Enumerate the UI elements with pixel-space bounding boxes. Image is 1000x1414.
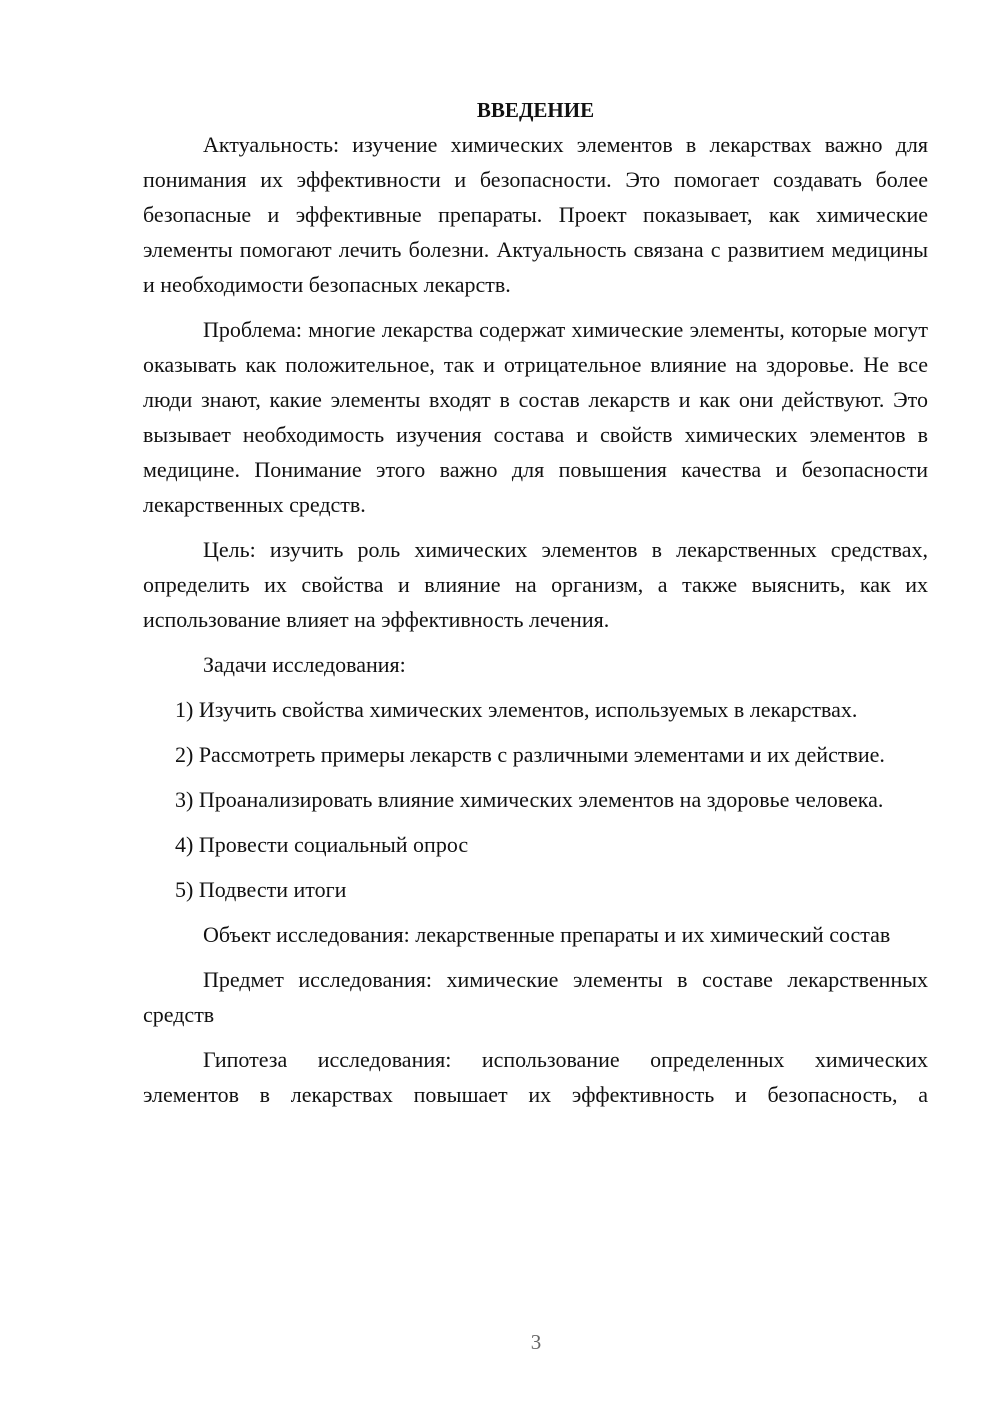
task-item-3: 3) Проанализировать влияние химических элементов на здоровье человека.: [175, 787, 884, 812]
section-title: ВВЕДЕНИЕ: [476, 98, 595, 122]
page-number: 3: [530, 1330, 542, 1354]
task-item-4: 4) Провести социальный опрос: [175, 832, 469, 857]
paragraph-goal: Цель: изучить роль химических элементов в лекарственных средствах, определить их свойства и влияние на организм, а также выяснить, как их использование влияет на эффективность лечения.: [143, 537, 928, 632]
paragraph-object: Объект исследования: лекарственные препараты и их химический состав: [203, 922, 891, 947]
document-page: [143, 94, 928, 1112]
task-item-5: 5) Подвести итоги: [175, 877, 347, 902]
paragraph-subject: Предмет исследования: химические элементы в составе лекарственных средств: [143, 967, 928, 1027]
paragraph-relevance: Актуальность: изучение химических элементов в лекарствах важно для понимания их эффективности и безопасности. Это помогает создавать более безопасные и эффективные препараты. Проект показывает, как химические элементы помогают лечить болезни. Актуальность связана с развитием медицины и необходимости безопасных лекарств.: [143, 132, 928, 297]
paragraph-problem: Проблема: многие лекарства содержат химические элементы, которые могут оказывать как положительное, так и отрицательное влияние на здоровье. Не все люди знают, какие элементы входят в состав лекарств и как они действуют. Это вызывает необходимость изучения состава и свойств химических элементов в медицине. Понимание этого важно для повышения качества и безопасности лекарственных средств.: [143, 317, 928, 517]
paragraph-tasks-heading: Задачи исследования:: [203, 652, 406, 677]
paragraph-hypothesis: Гипотеза исследования: использование определенных химических элементов в лекарствах повышает их эффективность и безопасность, а: [143, 1047, 928, 1107]
task-item-1: 1) Изучить свойства химических элементов, используемых в лекарствах.: [175, 697, 858, 722]
task-item-2: 2) Рассмотреть примеры лекарств с различными элементами и их действие.: [175, 742, 885, 767]
